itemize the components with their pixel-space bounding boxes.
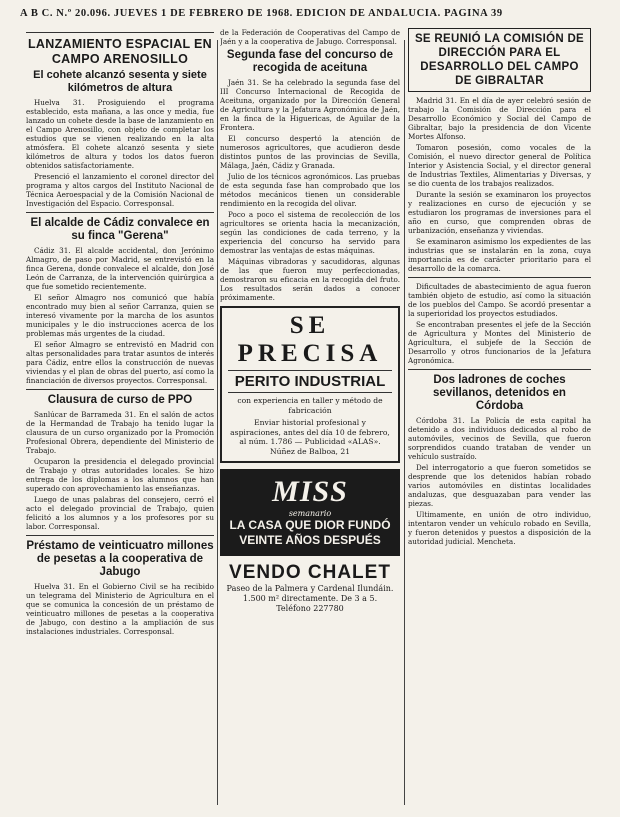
page-masthead: A B C. N.º 20.096. JUEVES 1 DE FEBRERO DE 1968. EDICION DE ANDALUCIA. PAGINA 39: [20, 8, 503, 19]
divider: [408, 369, 591, 370]
miss-logo: MISS: [272, 475, 348, 508]
divider: [26, 389, 214, 390]
ad-headline: VENDO CHALET: [229, 562, 391, 583]
divider: [26, 212, 214, 213]
headline-prestamo-jabugo: Préstamo de veinticuatro millones de pesetas a la cooperativa de Jabugo: [26, 540, 214, 578]
paragraph: Ocuparon la presidencia el delegado provincial de Trabajo y otras autoridades locales. Se hizo entrega de los diplomas a los alumnos que han superado con aprovechamiento las enseñanzas.: [26, 457, 214, 493]
paragraph: El señor Almagro nos comunicó que había encontrado muy bien al señor Carranza, quien se interesó vivamente por la marcha de los asuntos municipales y le dio instrucciones acerca de los problemas más urgentes de la ciudad.: [26, 293, 214, 338]
ad-text: Paseo de la Palmera y Cardenal Ilundáin. 1.500 m² directamente. De 3 a 5.: [226, 584, 394, 603]
divider: [408, 277, 591, 278]
paragraph: Cádiz 31. El alcalde accidental, don Jerónimo Almagro, de paso por Madrid, se entrevistó en la finca Gerena, donde convalece el alcalde, don José León de Carranza, de la intervención quirúrgica a que fue sometido recientemente.: [26, 246, 214, 291]
headline-concurso-aceituna: Segunda fase del concurso de recogida de aceituna: [226, 49, 394, 74]
headline-lanzamiento: LANZAMIENTO ESPACIAL EN CAMPO ARENOSILLO: [28, 37, 212, 66]
column-rule: [217, 40, 218, 805]
headline-clausura-ppo: Clausura de curso de PPO: [47, 394, 193, 406]
divider: [26, 32, 214, 33]
paragraph: Luego de unas palabras del consejero, cerró el acto el delegado provincial de Trabajo, quien felicitó a los alumnos y a los profesores por su labor. Corresponsal.: [26, 495, 214, 531]
paragraph: Presenció el lanzamiento el coronel director del programa y altos cargos del Instituto Nacional de Técnica Aeroespacial y de la Comisión Nacional de Investigación del Espacio. Corresponsal.: [26, 172, 214, 208]
column-left: [26, 28, 214, 807]
subhead-cohete: El cohete alcanzó sesenta y siete kilómetros de altura: [33, 69, 207, 94]
ad-line: VEINTE AÑOS DESPUÉS: [239, 533, 381, 547]
headline-alcalde-cadiz: El alcalde de Cádiz convalece en su finca "Gerena": [30, 217, 210, 242]
paragraph: Poco a poco el sistema de recolección de los agricultores se orienta hacia la mecanización, según las condiciones de cada terreno, y la experiencia del concurso ha servido para demostrar las ventajas de estas máquinas.: [220, 210, 400, 255]
paragraph: Durante la sesión se examinaron los proyectos y realizaciones en curso de ejecución y se estudiaron los programas de inversiones para el año en curso, que comprenden obras de urbanización, enseñanza y viviendas.: [408, 190, 591, 235]
column-right: [408, 28, 591, 807]
ad-headline: SE PRECISA: [237, 312, 383, 367]
ad-phone: Teléfono 227780: [276, 604, 344, 613]
paragraph: Tomaron posesión, como vocales de la Comisión, el nuevo director general de Política Interior y Asistencia Social, y el director general de Industrias Textiles, Alimentarias y Diversas, y se dio cuenta de los trabajos realizados.: [408, 143, 591, 188]
column-middle: [220, 28, 400, 807]
ad-tagline: semanario: [288, 509, 332, 518]
ad-line: LA CASA QUE DIOR FUNDÓ: [229, 518, 391, 532]
headline-box: [408, 28, 591, 92]
divider: [26, 535, 214, 536]
paragraph: Madrid 31. En el día de ayer celebró sesión de trabajo la Comisión de Dirección para el Desarrollo Económico y Social del Campo de Gibraltar, bajo la presidencia de don Vicente Mortes Alfonso.: [408, 96, 591, 141]
paragraph-continued: de la Federación de Cooperativas del Campo de Jaén y a la cooperativa de Jabugo. Corresponsal.: [220, 28, 400, 46]
paragraph: Sanlúcar de Barrameda 31. En el salón de actos de la Hermandad de Trabajo ha tenido lugar la clausura de un curso organizado por la Promoción Profesional Obrera, dependiente del Ministerio de Trabajo.: [26, 410, 214, 455]
headline-campo-gibraltar: SE REUNIÓ LA COMISIÓN DE DIRECCIÓN PARA EL DESARROLLO DEL CAMPO DE GIBRALTAR: [414, 33, 585, 87]
paragraph: Dificultades de abastecimiento de agua fueron también objeto de estudio, así como la situación de los pueblos del Campo. Se acordó presentar a la superioridad los proyectos estudiados.: [408, 282, 591, 318]
ad-position: PERITO INDUSTRIAL: [228, 370, 392, 393]
paragraph: Se encontraban presentes el jefe de la Sección de Agricultura y Montes del Ministerio de Agricultura, el subjefe de la Sección de Desarrollo y otros funcionarios de la Jefatura Agronómica.: [408, 320, 591, 365]
paragraph: Del interrogatorio a que fueron sometidos se desprende que los detenidos habían robado varios automóviles en distintas localidades andaluzas, que desguazaban para vender las piezas.: [408, 463, 591, 508]
paragraph: Julio de los técnicos agronómicos. Las pruebas de esta segunda fase han comprobado que los métodos mecánicos tienen un considerable rendimiento en la recogida del olivar.: [220, 172, 400, 208]
paragraph: Ultimamente, en unión de otro individuo, intentaron vender un vehículo robado en Sevilla, y fueron detenidos y puestos a disposición de la autoridad judicial. Mencheta.: [408, 510, 591, 546]
paragraph: Huelva 31. En el Gobierno Civil se ha recibido un telegrama del Ministerio de Agricultura en el que se comunica la concesión de un préstamo de veinticuatro millones de pesetas a la cooperativa de Jabugo, con destino a la ampliación de sus instalaciones industriales. Corresponsal.: [26, 582, 214, 636]
headline-ladrones-coches: Dos ladrones de coches sevillanos, detenidos en Córdoba: [433, 374, 566, 412]
ad-miss-magazine: [220, 469, 400, 556]
ad-vendo-chalet: [220, 562, 400, 614]
paragraph: Córdoba 31. La Policía de esta capital ha detenido a dos individuos dedicados al robo de automóviles, vecinos de Sevilla, que fueron sorprendidos cuando trataban de vender un vehículo sustraído.: [408, 416, 591, 461]
paragraph: Máquinas vibradoras y sacudidoras, algunas de las que fueron muy perfeccionadas, demostraron su eficacia en la recogida del fruto. Los resultados serán dados a conocer próximamente.: [220, 257, 400, 302]
ad-text: Enviar historial profesional y aspiraciones, antes del día 10 de febrero, al núm. 1.786 — Publicidad «ALAS». Núñez de Balboa, 21: [230, 418, 390, 456]
paragraph: El concurso despertó la atención de numerosos agricultores, que acudieron desde distintos puntos de las provincias de Sevilla, Málaga, Jaén, Cádiz y Granada.: [220, 134, 400, 170]
paragraph: Se examinaron asimismo los expedientes de las industrias que se instalarán en la zona, cuya importancia es de carácter prioritario para el desarrollo de la comarca.: [408, 237, 591, 273]
paragraph: El señor Almagro se entrevistó en Madrid con altas personalidades para tratar asuntos de interés para Cádiz, entre ellos la construcción de nuevas viviendas y el plan de obras del puerto, así como la financiación de diversos proyectos. Corresponsal.: [26, 340, 214, 385]
column-rule: [404, 40, 405, 805]
paragraph: Huelva 31. Prosiguiendo el programa establecido, esta mañana, a las once y media, fue lanzado un cohete desde la base de lanzamiento en el Campo Arenosillo, con objeto de completar los estudios que se vienen realizando en la alta atmósfera. El cohete alcanzó sesenta y siete kilómetros de altura y todos los datos fueron obtenidos satisfactoriamente.: [26, 98, 214, 170]
ad-se-precisa: [220, 306, 400, 463]
ad-text: con experiencia en taller y método de fabricación: [237, 396, 383, 415]
paragraph: Jaén 31. Se ha celebrado la segunda fase del III Concurso Internacional de Recogida de Aceituna, organizado por la Dirección General de Agricultura y la Jefatura Agronómica de Jaén, en la finca de la Higuericas, de Aguilar de la Frontera.: [220, 78, 400, 132]
